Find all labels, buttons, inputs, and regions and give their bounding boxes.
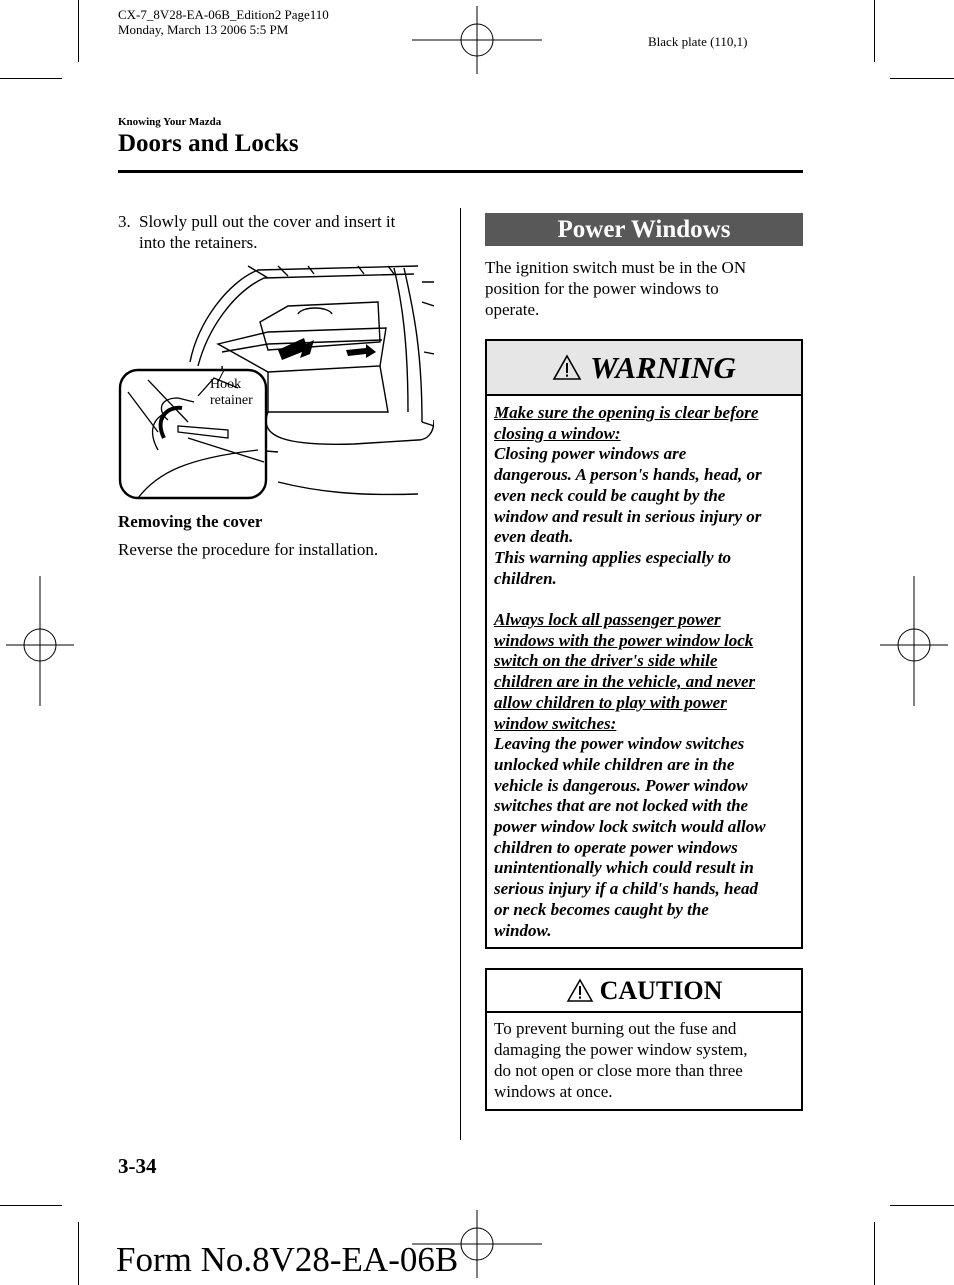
warning-line: window and result in serious injury or [494, 506, 762, 526]
warning-body [487, 396, 801, 941]
warning-box [485, 339, 803, 949]
step-number: 3. [118, 212, 131, 231]
step-text-line1: Slowly pull out the cover and insert it [139, 212, 396, 231]
caution-header [487, 970, 801, 1013]
power-windows-banner [485, 213, 803, 246]
print-file-line: CX-7_8V28-EA-06B_Edition2 Page110 [118, 7, 329, 22]
warning-line: vehicle is dangerous. Power window [494, 775, 748, 795]
registration-mark-right [880, 576, 948, 706]
warning-title: WARNING [590, 349, 736, 385]
caution-body [487, 1013, 801, 1102]
figure-label-retainer: retainer [210, 393, 253, 408]
section-rule [118, 170, 803, 173]
intro-line: position for the power windows to [485, 279, 719, 298]
warning-line: window switches: [494, 713, 617, 733]
warning-line: unintentionally which could result in [494, 858, 754, 878]
registration-mark-left [6, 576, 74, 706]
warning-line: allow children to play with power [494, 692, 727, 712]
warning-line: even death. [494, 527, 574, 547]
warning-header [487, 341, 801, 396]
print-plate-label: Black plate (110,1) [648, 34, 748, 49]
warning-line: Leaving the power window switches [494, 734, 745, 754]
page-number: 3-34 [118, 1154, 157, 1178]
warning-line: switches that are not locked with the [494, 796, 749, 816]
caution-line: damaging the power window system, [494, 1040, 748, 1059]
caution-line: To prevent burning out the fuse and [494, 1019, 737, 1038]
warning-line: dangerous. A person's hands, head, or [494, 465, 762, 485]
warning-line: closing a window: [494, 423, 621, 443]
warning-line: window. [494, 920, 552, 940]
warning-line: children. [494, 568, 557, 588]
warning-line: power window lock switch would allow [494, 817, 766, 837]
warning-line: even neck could be caught by the [494, 485, 726, 505]
print-date-line: Monday, March 13 2006 5:5 PM [118, 22, 289, 37]
warning-line: children to operate power windows [494, 837, 738, 857]
removing-heading: Removing the cover [118, 512, 263, 531]
figure-label-hook: Hook [210, 377, 242, 392]
warning-line: Closing power windows are [494, 444, 687, 464]
warning-line: switch on the driver's side while [494, 651, 718, 671]
warning-line: serious injury if a child's hands, head [494, 879, 759, 899]
caution-title: CAUTION [599, 975, 723, 1005]
warning-line: This warning applies especially to [494, 547, 732, 567]
warning-line [494, 589, 801, 610]
warning-line: windows with the power window lock [494, 630, 754, 650]
caution-line: windows at once. [494, 1082, 613, 1101]
warning-line: Make sure the opening is clear before [494, 403, 759, 422]
caution-box [485, 968, 803, 1111]
intro-line: The ignition switch must be in the ON [485, 258, 747, 277]
step-text-line2: into the retainers. [139, 233, 258, 252]
warning-line: or neck becomes caught by the [494, 899, 709, 919]
cargo-cover-illustration [118, 262, 434, 502]
caution-line: do not open or close more than three [494, 1061, 743, 1080]
warning-triangle-icon [552, 354, 582, 381]
column-divider [460, 208, 461, 1140]
intro-paragraph [485, 257, 803, 320]
warning-line: Always lock all passenger power [494, 610, 721, 630]
intro-line: operate. [485, 300, 540, 319]
form-number: Form No.8V28-EA-06B [116, 1240, 459, 1279]
caution-triangle-icon [566, 978, 594, 1003]
warning-line: children are in the vehicle, and never [494, 672, 756, 692]
removing-text: Reverse the procedure for installation. [118, 540, 379, 559]
power-windows-title: Power Windows [557, 216, 731, 243]
section-title: Doors and Locks [118, 130, 299, 157]
section-small-label: Knowing Your Mazda [118, 116, 222, 128]
registration-mark-top [412, 6, 542, 74]
warning-line: unlocked while children are in the [494, 754, 735, 774]
